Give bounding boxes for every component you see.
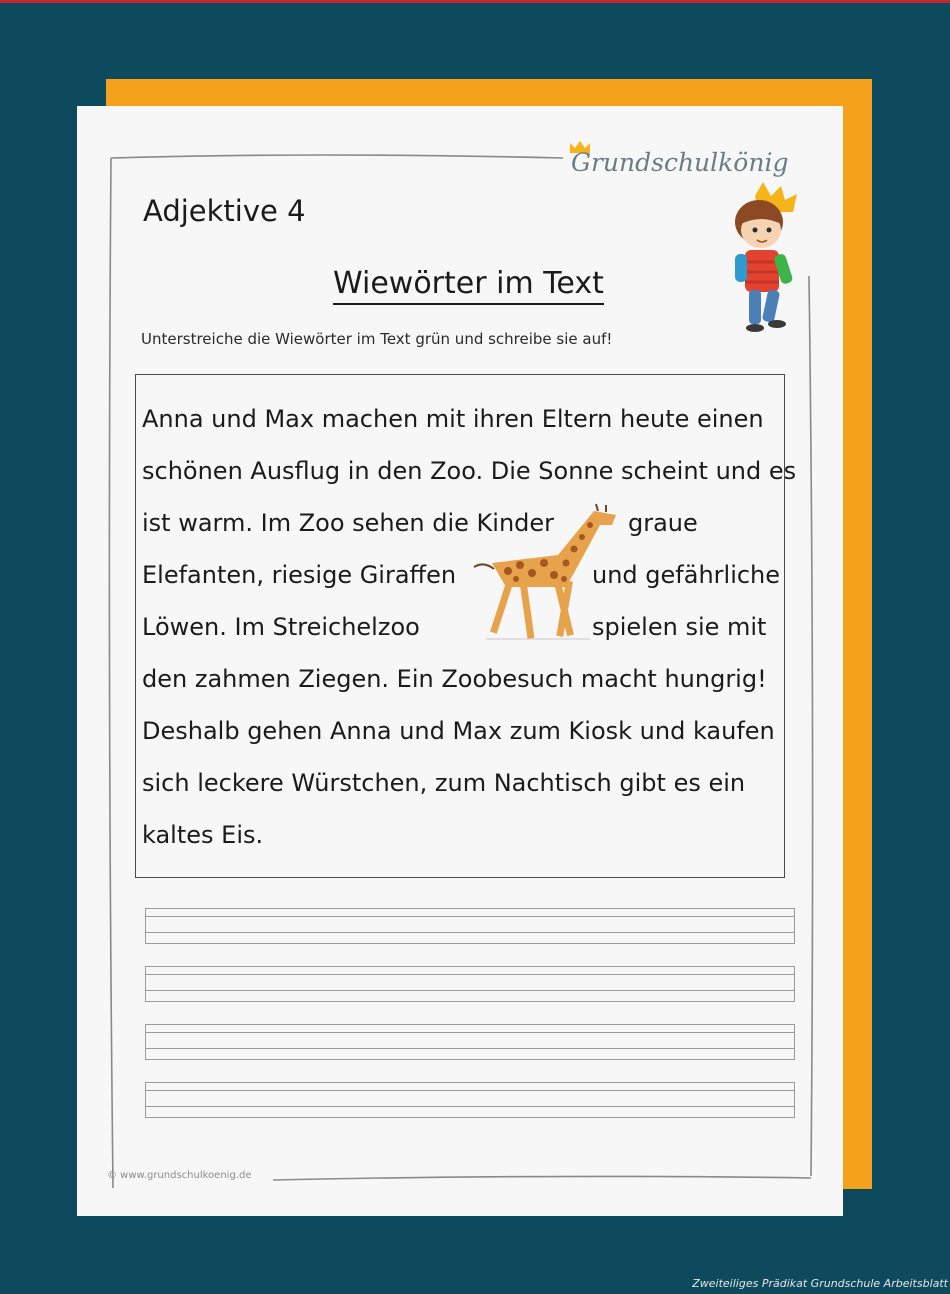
writing-line-set[interactable]	[145, 1082, 795, 1118]
story-line: Anna und Max machen mit ihren Eltern heute einen	[142, 405, 764, 433]
story-line: Elefanten, riesige Giraffen	[142, 561, 457, 589]
brand-name: Grundschulkönig	[571, 148, 789, 177]
worksheet-title: Wiewörter im Text	[333, 266, 604, 305]
story-line: Deshalb gehen Anna und Max zum Kiosk und kaufen	[142, 717, 775, 745]
story-line: ist warm. Im Zoo sehen die Kinder	[142, 509, 555, 537]
story-line: schönen Ausflug in den Zoo. Die Sonne scheint und es	[142, 457, 797, 485]
worksheet-instruction: Unterstreiche die Wiewörter im Text grün und schreibe sie auf!	[141, 330, 613, 348]
story-line-right: und gefährliche	[592, 561, 781, 589]
writing-line-set[interactable]	[145, 966, 795, 1002]
writing-lines	[145, 908, 795, 1140]
copyright-footer: © www.grundschulkoenig.de	[107, 1170, 252, 1181]
story-line: den zahmen Ziegen. Ein Zoobesuch macht hungrig!	[142, 665, 767, 693]
caption-watermark: Zweiteiliges Prädikat Grundschule Arbeitsblatt	[692, 1277, 948, 1290]
boy-illustration	[715, 178, 815, 338]
worksheet-page	[77, 106, 843, 1216]
giraffe-illustration	[466, 503, 626, 653]
story-line-right: graue	[628, 509, 698, 537]
writing-line-set[interactable]	[145, 1024, 795, 1060]
story-line-right: spielen sie mit	[592, 613, 767, 641]
story-line: Löwen. Im Streichelzoo	[142, 613, 420, 641]
worksheet-label: Adjektive 4	[143, 194, 306, 228]
story-textbox	[135, 374, 797, 878]
story-line: sich leckere Würstchen, zum Nachtisch gibt es ein	[142, 769, 746, 797]
story-line: kaltes Eis.	[142, 821, 264, 849]
writing-line-set[interactable]	[145, 908, 795, 944]
top-frame-line	[0, 0, 950, 3]
